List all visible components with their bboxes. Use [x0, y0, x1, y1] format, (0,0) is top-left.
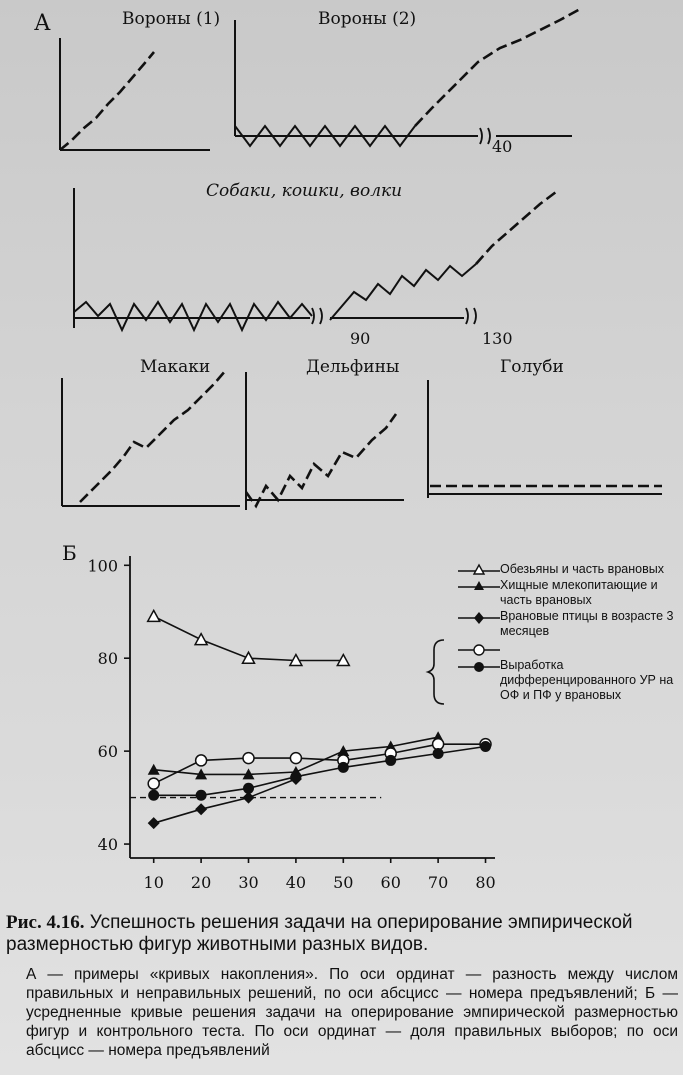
x-tick-label: 50: [333, 873, 354, 892]
legend-entry: [458, 578, 680, 608]
axis-break-icon: [466, 308, 476, 324]
open-triangle-marker-icon: [458, 562, 500, 577]
accumulation-curve: [415, 8, 582, 126]
caption-title-line: [6, 912, 678, 956]
legend-label: Хищные млекопитающие и часть врановых: [500, 578, 658, 607]
panel-a-label: А: [34, 11, 51, 36]
data-point-filled-circle: [196, 790, 207, 801]
accumulation-curve: [80, 370, 226, 502]
data-point-filled-circle: [433, 748, 444, 759]
open-circle-marker-icon: [458, 641, 500, 656]
legend-label: Врановые птицы в возрасте 3 месяцев: [500, 609, 674, 638]
x-tick-label: 20: [190, 873, 212, 892]
filled-diamond-marker-icon: [458, 609, 500, 624]
data-point-filled-diamond: [148, 817, 160, 829]
y-tick-label: 60: [97, 742, 118, 762]
data-point-filled-circle: [148, 790, 159, 801]
legend-label: Обезьяны и часть врановых: [500, 562, 664, 576]
filled-circle-marker-icon: [458, 658, 500, 673]
data-point-open-circle: [196, 755, 207, 766]
data-point-filled-circle: [385, 755, 396, 766]
legend-entry: [458, 609, 680, 639]
filled-triangle-marker-icon: [458, 578, 500, 593]
accumulation-curve: [60, 52, 154, 150]
caption-title: Успешность решения задачи на оперирование эмпирической размерностью фигур животными разных видов.: [6, 912, 633, 955]
legend-brace: [428, 640, 444, 704]
data-point-open-circle: [243, 753, 254, 764]
x-tick-label: 30: [238, 873, 259, 892]
data-point-filled-circle: [480, 741, 491, 752]
x-tick-label: 70: [427, 873, 449, 892]
chart-pigeons: [428, 357, 662, 498]
data-point-filled-diamond: [195, 803, 207, 815]
data-point-filled-circle: [243, 783, 254, 794]
break-label-2: 130: [482, 329, 513, 348]
x-tick-label: 60: [380, 873, 401, 892]
accumulation-curve: [476, 192, 556, 264]
y-tick-label: 80: [97, 649, 118, 669]
y-tick-label: 100: [87, 556, 118, 576]
break-label: 90: [350, 329, 371, 348]
x-tick-label: 40: [285, 873, 307, 892]
data-point-open-circle: [290, 753, 301, 764]
chart-title: Вороны (2): [318, 9, 417, 29]
chart-crows-2: [235, 8, 582, 156]
figure-caption: [6, 912, 678, 1060]
legend-entry: [458, 641, 680, 656]
zigzag-curve-2: [330, 264, 476, 320]
y-tick-label: 40: [97, 835, 118, 855]
caption-body: А — примеры «кривых накопления». По оси ординат — разность между числом правильных и неправильных решений, по оси абсцисс — номера предъявлений; Б — усредненные кривые решения задачи на оперирование эмпирической размерностью фигур и контрольного теста. По оси ординат — доля правильных выборов; по оси абсцисс — номера предъявлений: [26, 966, 678, 1059]
data-point-open-triangle: [195, 634, 207, 645]
chart-macaques: [62, 357, 240, 506]
data-point-open-circle: [148, 778, 159, 789]
legend-entry: [458, 658, 680, 703]
chart-b: [87, 556, 495, 892]
axis-break-icon: [312, 308, 322, 324]
chart-title: Собаки, кошки, волки: [206, 181, 403, 201]
chart-b-legend: [458, 562, 680, 704]
legend-brace-label: Выработка дифференцированного УР на ОФ и ПФ у врановых: [500, 658, 674, 702]
chart-title: Вороны (1): [122, 9, 221, 29]
legend-entry: [458, 562, 680, 577]
figure-number: Рис. 4.16.: [6, 912, 85, 933]
data-point-filled-circle: [290, 771, 301, 782]
chart-title: Дельфины: [306, 357, 400, 377]
chart-title: Макаки: [140, 357, 211, 377]
axis-break-icon: [480, 128, 490, 144]
data-point-filled-triangle: [148, 764, 160, 775]
data-point-open-triangle: [148, 610, 160, 621]
zigzag-curve: [74, 302, 312, 330]
accumulation-curve: [246, 414, 396, 506]
x-tick-label: 80: [475, 873, 496, 892]
chart-dolphins: [246, 357, 404, 510]
data-point-filled-circle: [338, 762, 349, 773]
x-tick-label: 10: [143, 873, 164, 892]
break-label: 40: [492, 137, 513, 156]
panel-b-label: Б: [62, 541, 77, 565]
chart-crows-1: [60, 9, 220, 150]
series-line-filled-diamond: [154, 779, 296, 823]
chart-title: Голуби: [500, 357, 564, 377]
chart-dogs-cats-wolves: [74, 181, 556, 348]
